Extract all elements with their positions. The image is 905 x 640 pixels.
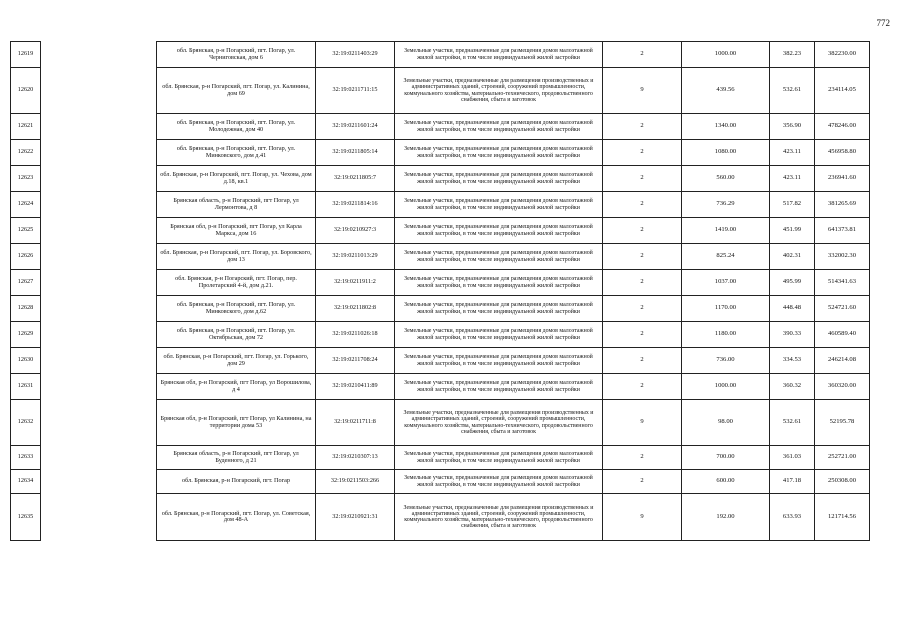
value-cell: 121714.56: [815, 494, 870, 541]
address-cell: обл. Брянская, р-н Погарский, пгт. Погар, ул. Молодежная, дом 40: [157, 114, 316, 140]
address-cell: обл. Брянская, р-н Погарский, пгт. Погар, ул. Черниговская, дом 6: [157, 42, 316, 68]
value-cell: 524721.60: [815, 296, 870, 322]
rate-cell: 356.90: [770, 114, 815, 140]
table-body: [11, 42, 870, 541]
rate-cell: 448.48: [770, 296, 815, 322]
value-cell: 250308.00: [815, 470, 870, 494]
table-row: [11, 244, 870, 270]
land-use-cell: Земельные участки, предназначенные для размещения домов малоэтажной жилой застройки, в том числе индивидуальной жилой застройки: [395, 166, 603, 192]
rate-cell: 451.99: [770, 218, 815, 244]
cadastral-number-cell: 32:19:0211013:29: [316, 244, 395, 270]
group-cell: 2: [603, 470, 682, 494]
value-cell: 236941.60: [815, 166, 870, 192]
cadastral-number-cell: 32:19:0211911:2: [316, 270, 395, 296]
area-cell: 98.00: [682, 400, 770, 446]
table-row: [11, 348, 870, 374]
row-gap-cell: [41, 114, 157, 140]
address-cell: обл. Брянская, р-н Погарский, пгт. Погар, ул. Чехова, дом д.18, кв.1: [157, 166, 316, 192]
address-cell: обл. Брянская, р-н Погарский, пгт. Погар, пер. Пролетарский 4-й, дом д.21.: [157, 270, 316, 296]
row-id-cell: 12620: [11, 68, 41, 114]
land-use-cell: Земельные участки, предназначенные для размещения домов малоэтажной жилой застройки, в том числе индивидуальной жилой застройки: [395, 348, 603, 374]
row-id-cell: 12633: [11, 446, 41, 470]
address-cell: Брянская обл, р-н Погарский, пгт Погар, ул Калинина, на территории дома 53: [157, 400, 316, 446]
area-cell: 192.00: [682, 494, 770, 541]
row-id-cell: 12628: [11, 296, 41, 322]
row-gap-cell: [41, 322, 157, 348]
table-row: [11, 166, 870, 192]
area-cell: 736.29: [682, 192, 770, 218]
land-use-cell: Земельные участки, предназначенные для размещения домов малоэтажной жилой застройки, в том числе индивидуальной жилой застройки: [395, 218, 603, 244]
rate-cell: 517.82: [770, 192, 815, 218]
group-cell: 2: [603, 322, 682, 348]
table-row: [11, 140, 870, 166]
value-cell: 332002.30: [815, 244, 870, 270]
group-cell: 2: [603, 446, 682, 470]
area-cell: 1180.00: [682, 322, 770, 348]
cadastral-number-cell: 32:19:0210921:31: [316, 494, 395, 541]
cadastral-number-cell: 32:19:0211814:16: [316, 192, 395, 218]
cadastral-number-cell: 32:19:0211601:24: [316, 114, 395, 140]
row-id-cell: 12627: [11, 270, 41, 296]
row-id-cell: 12623: [11, 166, 41, 192]
row-id-cell: 12619: [11, 42, 41, 68]
land-use-cell: Земельные участки, предназначенные для размещения производственных и административных зданий, строений, сооружений промышленности, коммунального хозяйства, материально-технического, продовольственного снабжения, сбыта и заготовок: [395, 68, 603, 114]
land-use-cell: Земельные участки, предназначенные для размещения домов малоэтажной жилой застройки, в том числе индивидуальной жилой застройки: [395, 322, 603, 348]
cadastral-number-cell: 32:19:0211805:14: [316, 140, 395, 166]
group-cell: 9: [603, 400, 682, 446]
rate-cell: 382.23: [770, 42, 815, 68]
area-cell: 1000.00: [682, 42, 770, 68]
cadastral-number-cell: 32:19:0211403:29: [316, 42, 395, 68]
cadastral-number-cell: 32:19:0211711:8: [316, 400, 395, 446]
rate-cell: 361.03: [770, 446, 815, 470]
table-row: [11, 270, 870, 296]
area-cell: 439.56: [682, 68, 770, 114]
land-use-cell: Земельные участки, предназначенные для размещения домов малоэтажной жилой застройки, в том числе индивидуальной жилой застройки: [395, 296, 603, 322]
address-cell: Брянская область, р-н Погарский, пгт Погар, ул Буденного, д 21: [157, 446, 316, 470]
table-row: [11, 446, 870, 470]
value-cell: 52195.78: [815, 400, 870, 446]
area-cell: 560.00: [682, 166, 770, 192]
table-row: [11, 400, 870, 446]
row-gap-cell: [41, 270, 157, 296]
rate-cell: 402.31: [770, 244, 815, 270]
group-cell: 2: [603, 270, 682, 296]
address-cell: обл. Брянская, р-н Погарский, пгт. Погар, ул. Минковского, дом д.41: [157, 140, 316, 166]
row-id-cell: 12625: [11, 218, 41, 244]
row-id-cell: 12622: [11, 140, 41, 166]
row-gap-cell: [41, 244, 157, 270]
land-use-cell: Земельные участки, предназначенные для размещения производственных и административных зданий, строений, сооружений промышленности, коммунального хозяйства, материально-технического, продовольственного снабжения, сбыта и заготовок: [395, 494, 603, 541]
value-cell: 252721.00: [815, 446, 870, 470]
row-id-cell: 12632: [11, 400, 41, 446]
table-row: [11, 68, 870, 114]
land-use-cell: Земельные участки, предназначенные для размещения домов малоэтажной жилой застройки, в том числе индивидуальной жилой застройки: [395, 140, 603, 166]
row-gap-cell: [41, 218, 157, 244]
area-cell: 1037.00: [682, 270, 770, 296]
row-gap-cell: [41, 494, 157, 541]
row-id-cell: 12629: [11, 322, 41, 348]
address-cell: обл. Брянская, р-н Погарский, пгт. Погар, ул. Боровского, дом 13: [157, 244, 316, 270]
row-id-cell: 12634: [11, 470, 41, 494]
value-cell: 641373.81: [815, 218, 870, 244]
address-cell: Брянская обл, р-н Погарский, пгт Погар, ул Ворошилова, д 4: [157, 374, 316, 400]
row-gap-cell: [41, 470, 157, 494]
row-gap-cell: [41, 446, 157, 470]
row-gap-cell: [41, 400, 157, 446]
address-cell: обл. Брянская, р-н Погарский, пгт. Погар, ул. Калинина, дом 69: [157, 68, 316, 114]
address-cell: Брянская обл, р-н Погарский, пгт Погар, ул Карла Маркса, дом 16: [157, 218, 316, 244]
group-cell: 2: [603, 140, 682, 166]
area-cell: 1080.00: [682, 140, 770, 166]
cadastral-number-cell: 32:19:0210307:13: [316, 446, 395, 470]
land-use-cell: Земельные участки, предназначенные для размещения производственных и административных зданий, строений, сооружений промышленности, коммунального хозяйства, материально-технического, продовольственного снабжения, сбыта и заготовок: [395, 400, 603, 446]
group-cell: 2: [603, 296, 682, 322]
row-id-cell: 12621: [11, 114, 41, 140]
row-id-cell: 12630: [11, 348, 41, 374]
row-gap-cell: [41, 192, 157, 218]
address-cell: обл. Брянская, р-н Погарский, пгт. Погар: [157, 470, 316, 494]
address-cell: обл. Брянская, р-н Погарский, пгт. Погар, ул. Октябрьская, дом 72: [157, 322, 316, 348]
land-registry-table: [10, 41, 870, 541]
table-row: [11, 192, 870, 218]
area-cell: 1340.00: [682, 114, 770, 140]
address-cell: Брянская область, р-н Погарский, пгт Погар, ул Лермонтова, д 8: [157, 192, 316, 218]
group-cell: 2: [603, 42, 682, 68]
land-use-cell: Земельные участки, предназначенные для размещения домов малоэтажной жилой застройки, в том числе индивидуальной жилой застройки: [395, 446, 603, 470]
table-row: [11, 470, 870, 494]
address-cell: обл. Брянская, р-н Погарский, пгт. Погар, ул. Советская, дом 48-А: [157, 494, 316, 541]
rate-cell: 532.61: [770, 400, 815, 446]
rate-cell: 495.99: [770, 270, 815, 296]
land-use-cell: Земельные участки, предназначенные для размещения домов малоэтажной жилой застройки, в том числе индивидуальной жилой застройки: [395, 374, 603, 400]
cadastral-number-cell: 32:19:0211802:8: [316, 296, 395, 322]
table-row: [11, 494, 870, 541]
cadastral-number-cell: 32:19:0211711:15: [316, 68, 395, 114]
rate-cell: 360.32: [770, 374, 815, 400]
row-id-cell: 12635: [11, 494, 41, 541]
cadastral-number-cell: 32:19:0210927:3: [316, 218, 395, 244]
rate-cell: 423.11: [770, 166, 815, 192]
area-cell: 1419.00: [682, 218, 770, 244]
row-id-cell: 12626: [11, 244, 41, 270]
land-use-cell: Земельные участки, предназначенные для размещения домов малоэтажной жилой застройки, в том числе индивидуальной жилой застройки: [395, 192, 603, 218]
group-cell: 9: [603, 494, 682, 541]
row-gap-cell: [41, 348, 157, 374]
cadastral-number-cell: 32:19:0210411:89: [316, 374, 395, 400]
area-cell: 600.00: [682, 470, 770, 494]
group-cell: 2: [603, 348, 682, 374]
value-cell: 478246.00: [815, 114, 870, 140]
value-cell: 460589.40: [815, 322, 870, 348]
group-cell: 2: [603, 166, 682, 192]
cadastral-number-cell: 32:19:0211805:7: [316, 166, 395, 192]
row-id-cell: 12624: [11, 192, 41, 218]
row-gap-cell: [41, 374, 157, 400]
row-gap-cell: [41, 42, 157, 68]
value-cell: 234114.05: [815, 68, 870, 114]
row-gap-cell: [41, 68, 157, 114]
area-cell: 736.00: [682, 348, 770, 374]
cadastral-number-cell: 32:19:0211503:266: [316, 470, 395, 494]
land-use-cell: Земельные участки, предназначенные для размещения домов малоэтажной жилой застройки, в том числе индивидуальной жилой застройки: [395, 270, 603, 296]
group-cell: 2: [603, 244, 682, 270]
land-use-cell: Земельные участки, предназначенные для размещения домов малоэтажной жилой застройки, в том числе индивидуальной жилой застройки: [395, 114, 603, 140]
value-cell: 456958.80: [815, 140, 870, 166]
row-gap-cell: [41, 166, 157, 192]
table-row: [11, 374, 870, 400]
value-cell: 360320.00: [815, 374, 870, 400]
table-row: [11, 322, 870, 348]
row-id-cell: 12631: [11, 374, 41, 400]
area-cell: 1170.00: [682, 296, 770, 322]
group-cell: 2: [603, 218, 682, 244]
group-cell: 2: [603, 114, 682, 140]
rate-cell: 334.53: [770, 348, 815, 374]
row-gap-cell: [41, 296, 157, 322]
address-cell: обл. Брянская, р-н Погарский, пгт. Погар, ул. Горького, дом 29: [157, 348, 316, 374]
value-cell: 514341.63: [815, 270, 870, 296]
rate-cell: 423.11: [770, 140, 815, 166]
table-row: [11, 296, 870, 322]
page-number: 772: [876, 18, 890, 28]
rate-cell: 633.93: [770, 494, 815, 541]
land-use-cell: Земельные участки, предназначенные для размещения домов малоэтажной жилой застройки, в том числе индивидуальной жилой застройки: [395, 244, 603, 270]
table-row: [11, 218, 870, 244]
value-cell: 382230.00: [815, 42, 870, 68]
table-row: [11, 114, 870, 140]
value-cell: 246214.08: [815, 348, 870, 374]
area-cell: 1000.00: [682, 374, 770, 400]
area-cell: 825.24: [682, 244, 770, 270]
cadastral-number-cell: 32:19:0211708:24: [316, 348, 395, 374]
rate-cell: 390.33: [770, 322, 815, 348]
area-cell: 700.00: [682, 446, 770, 470]
land-use-cell: Земельные участки, предназначенные для размещения домов малоэтажной жилой застройки, в том числе индивидуальной жилой застройки: [395, 470, 603, 494]
cadastral-number-cell: 32:19:0211026:18: [316, 322, 395, 348]
value-cell: 381265.69: [815, 192, 870, 218]
land-use-cell: Земельные участки, предназначенные для размещения домов малоэтажной жилой застройки, в том числе индивидуальной жилой застройки: [395, 42, 603, 68]
rate-cell: 532.61: [770, 68, 815, 114]
group-cell: 2: [603, 374, 682, 400]
group-cell: 9: [603, 68, 682, 114]
address-cell: обл. Брянская, р-н Погарский, пгт. Погар, ул. Минковского, дом д.62: [157, 296, 316, 322]
rate-cell: 417.18: [770, 470, 815, 494]
table-row: [11, 42, 870, 68]
group-cell: 2: [603, 192, 682, 218]
row-gap-cell: [41, 140, 157, 166]
